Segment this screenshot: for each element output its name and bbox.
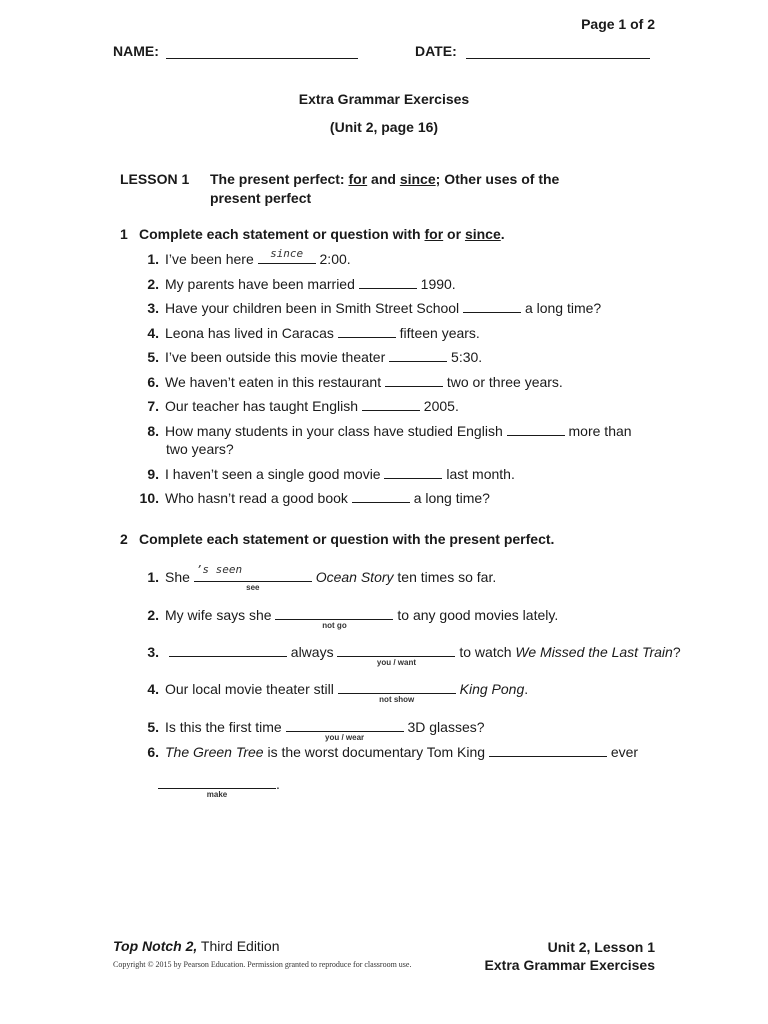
date-field[interactable] — [466, 57, 650, 59]
item-text-after: to watch — [459, 644, 516, 660]
verb-hint: not show — [379, 695, 415, 704]
item-number: 2. — [147, 607, 159, 623]
item-text-after: 2:00. — [319, 251, 351, 267]
lesson-title-prefix: The present perfect: — [210, 171, 349, 187]
item-number: 4. — [147, 681, 159, 697]
item-text-after: more than — [568, 423, 632, 439]
item-text-before: I haven’t seen a single good movie — [165, 466, 381, 482]
item-number: 9. — [147, 466, 159, 482]
answer-blank[interactable] — [507, 423, 565, 436]
item-text-after: 3D glasses? — [407, 719, 485, 735]
item-number: 4. — [147, 325, 159, 341]
ex1-item-4 — [137, 324, 480, 342]
worksheet-title: Extra Grammar Exercises — [298, 91, 470, 107]
lesson-title-and: and — [367, 171, 400, 187]
lesson-title-rest: ; Other uses of the — [435, 171, 560, 187]
item-text-before: is the worst documentary Tom King — [263, 744, 486, 760]
page-number: Page 1 of 2 — [581, 16, 655, 32]
exercise-1-number: 1 — [120, 226, 128, 242]
item-text-after: a long time? — [524, 300, 602, 316]
answer-blank[interactable] — [286, 719, 404, 742]
item-text-end: . — [524, 681, 529, 697]
lesson-title-line2: present perfect — [210, 190, 312, 206]
answer-blank-2[interactable] — [337, 644, 455, 667]
answer-blank[interactable] — [489, 744, 607, 757]
ex2-item-4 — [137, 680, 529, 704]
movie-title: The Green Tree — [165, 744, 264, 760]
item-text-after: to any good movies lately. — [397, 607, 559, 623]
exercise-1-instruction-since: since — [464, 226, 501, 242]
item-text-after: 5:30. — [451, 349, 483, 365]
movie-title: King Pong — [459, 681, 525, 697]
answer-blank[interactable] — [385, 374, 443, 387]
item-text-before: Our local movie theater still — [165, 681, 334, 697]
ex1-item-3 — [137, 299, 601, 317]
item-text-before: Our teacher has taught English — [165, 398, 359, 414]
item-text-before: My parents have been married — [165, 276, 355, 292]
answer-blank[interactable] — [338, 325, 396, 338]
exercise-1-instruction-or: or — [443, 226, 465, 242]
ex2-item-6-line2 — [158, 775, 280, 799]
item-text-after: a long time? — [413, 490, 490, 506]
item-text-before: My wife says she — [165, 607, 272, 623]
item-number: 8. — [147, 423, 159, 439]
answer-blank[interactable] — [463, 300, 521, 313]
item-text-middle: always — [290, 644, 334, 660]
verb-hint: you / want — [376, 658, 417, 667]
verb-hint: make — [206, 790, 228, 799]
handwritten-answer: since — [270, 247, 304, 260]
exercise-2-number: 2 — [120, 531, 128, 547]
item-text-before: Leona has lived in Caracas — [165, 325, 334, 341]
ex1-item-8-line2: two years? — [166, 441, 234, 457]
book-title: Top Notch 2, — [113, 938, 198, 954]
item-number: 7. — [147, 398, 159, 414]
lesson-label: LESSON 1 — [120, 171, 190, 187]
answer-blank[interactable] — [338, 681, 456, 704]
item-number: 5. — [147, 349, 159, 365]
item-number: 10. — [139, 490, 159, 506]
item-text-before: I’ve been here — [165, 251, 254, 267]
verb-hint: not go — [322, 621, 347, 630]
answer-blank[interactable] — [258, 247, 316, 264]
item-text-after: 1990. — [420, 276, 456, 292]
footer-section: Extra Grammar Exercises — [484, 957, 655, 973]
item-text-after: 2005. — [423, 398, 459, 414]
date-label: DATE: — [415, 43, 457, 59]
movie-title: We Missed the Last Train — [515, 644, 673, 660]
movie-title: Ocean Story — [315, 569, 394, 585]
name-field[interactable] — [166, 57, 358, 59]
item-number: 3. — [147, 644, 159, 660]
handwritten-answer: ’s seen — [195, 563, 243, 576]
lesson-title-since: since — [399, 171, 436, 187]
ex1-item-6 — [137, 373, 563, 391]
answer-blank[interactable] — [194, 563, 312, 592]
item-number: 6. — [147, 374, 159, 390]
book-edition: Third Edition — [197, 938, 280, 954]
item-text-after: two or three years. — [446, 374, 563, 390]
item-text-before: We haven’t eaten in this restaurant — [165, 374, 382, 390]
exercise-1-instruction-end: . — [500, 226, 505, 242]
answer-blank[interactable] — [359, 276, 417, 289]
lesson-title — [210, 170, 630, 208]
item-text-after: fifteen years. — [399, 325, 480, 341]
exercise-1-instruction-prefix: Complete each statement or question with — [139, 226, 425, 242]
ex1-item-10 — [137, 489, 490, 507]
item-text-before: How many students in your class have studied English — [165, 423, 503, 439]
item-text-before: Have your children been in Smith Street School — [165, 300, 460, 316]
item-number: 2. — [147, 276, 159, 292]
item-text-after: ten times so far. — [393, 569, 497, 585]
verb-hint: you / wear — [325, 733, 365, 742]
worksheet-subtitle: (Unit 2, page 16) — [329, 119, 439, 135]
item-number: 6. — [147, 744, 159, 760]
item-text-before: She — [165, 569, 190, 585]
copyright-notice: Copyright © 2015 by Pearson Education. Permission granted to reproduce for classroom use. — [113, 960, 412, 969]
footer-unit-lesson: Unit 2, Lesson 1 — [547, 939, 655, 955]
item-number: 1. — [147, 251, 159, 267]
answer-blank-2[interactable] — [158, 776, 276, 799]
item-text-after: last month. — [446, 466, 515, 482]
ex2-item-5 — [137, 718, 485, 742]
item-number: 1. — [147, 569, 159, 585]
ex2-item-2 — [137, 606, 559, 630]
verb-hint: see — [246, 583, 260, 592]
book-title-line — [113, 938, 280, 954]
item-number: 5. — [147, 719, 159, 735]
item-text-end: . — [276, 776, 280, 792]
exercise-1-instruction-for: for — [424, 226, 444, 242]
exercise-2-instruction: Complete each statement or question with the present perfect. — [139, 531, 555, 547]
item-text-end: ? — [672, 644, 681, 660]
item-text-before: I’ve been outside this movie theater — [165, 349, 386, 365]
ex1-item-2 — [137, 275, 456, 293]
exercise-2-heading — [120, 531, 554, 547]
answer-blank[interactable] — [384, 466, 442, 479]
ex1-item-8 — [137, 422, 632, 440]
exercise-1-heading — [120, 226, 505, 242]
item-number: 3. — [147, 300, 159, 316]
answer-blank[interactable] — [352, 490, 410, 503]
answer-blank-1[interactable] — [169, 644, 287, 657]
ex1-item-5 — [137, 348, 482, 366]
footer-unit-info — [485, 938, 655, 974]
ex1-item-1 — [137, 247, 351, 268]
name-label: NAME: — [113, 43, 159, 59]
item-text-before: Is this the first time — [165, 719, 282, 735]
ex2-item-3 — [137, 643, 681, 667]
ex2-item-6 — [137, 743, 638, 761]
answer-blank[interactable] — [362, 398, 420, 411]
answer-blank[interactable] — [389, 349, 447, 362]
item-text-after: ever — [610, 744, 639, 760]
ex1-item-9 — [137, 465, 515, 483]
answer-blank[interactable] — [275, 607, 393, 630]
ex2-item-1 — [137, 563, 497, 592]
ex1-item-7 — [137, 397, 459, 415]
item-text-before: Who hasn’t read a good book — [165, 490, 348, 506]
lesson-title-for: for — [348, 171, 368, 187]
